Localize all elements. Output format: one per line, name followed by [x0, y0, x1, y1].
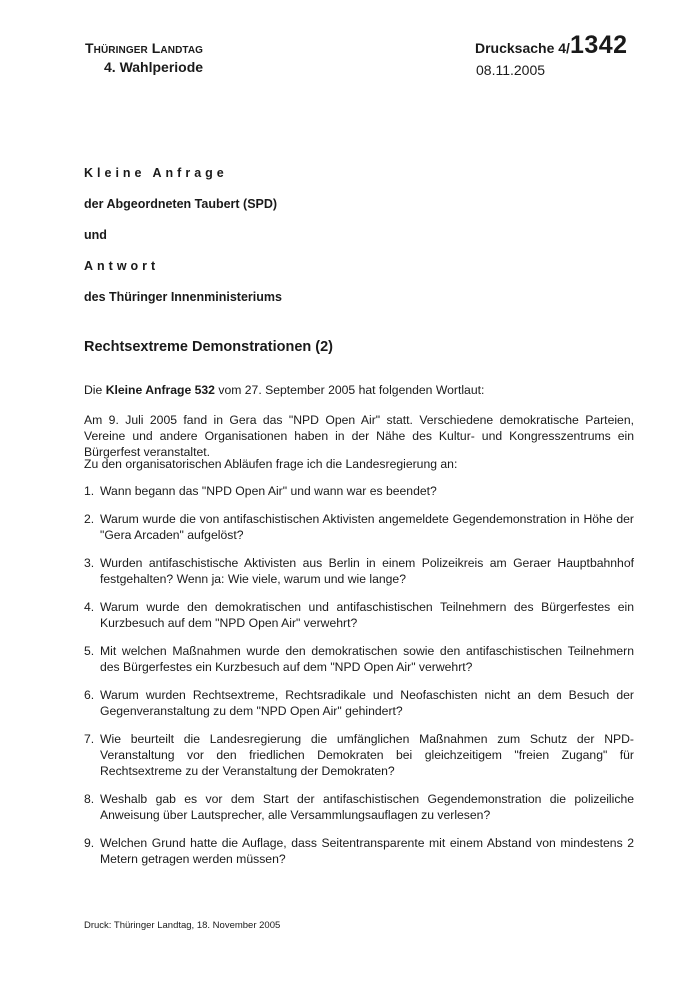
- doc-answer: Antwort: [84, 259, 160, 273]
- question-text: Warum wurde die von antifaschistischen Aktivisten angemeldete Gegendemonstration in Höhe der "Gera Arcaden" aufgelöst?: [100, 512, 634, 542]
- question-text: Wie beurteilt die Landesregierung die umfänglichen Maßnahmen zum Schutz der NPD-Veranstaltung vor den friedlichen Demokraten bei gleichzeitigem "freien Zugang" für Rechtsextreme zu der Veranstaltung der Demokraten?: [100, 732, 634, 778]
- intro-paragraph: [84, 382, 634, 398]
- doc-answer-author: des Thüringer Innenministeriums: [84, 290, 282, 304]
- question-list: [84, 483, 634, 879]
- question-number: 8.: [84, 792, 95, 806]
- body-paragraph-1: Am 9. Juli 2005 fand in Gera das "NPD Open Air" statt. Verschiedene demokratische Parteien, Vereine und andere Organisationen haben in der Nähe des Kultur- und Kongresszentrums ein Bürgerfest veranstaltet.: [84, 413, 634, 459]
- document-date: 08.11.2005: [476, 62, 546, 78]
- list-item: [84, 835, 634, 867]
- parliament-name: Thüringer Landtag: [85, 40, 204, 56]
- drucksache-number: 1342: [569, 31, 628, 59]
- question-number: 4.: [84, 600, 95, 614]
- list-item: [84, 731, 634, 779]
- question-text: Wann begann das "NPD Open Air" und wann war es beendet?: [100, 484, 437, 498]
- legislative-period: 4. Wahlperiode: [104, 59, 204, 75]
- doc-conjunction: und: [84, 228, 107, 242]
- drucksache-label: Drucksache 4/: [475, 40, 570, 56]
- question-text: Welchen Grund hatte die Auflage, dass Seitentransparente mit einem Abstand von mindestens 2 Metern getragen werden müssen?: [100, 836, 634, 866]
- question-text: Wurden antifaschistische Aktivisten aus Berlin in einem Polizeikreis am Geraer Hauptbahnhof festgehalten? Wenn ja: Wie viele, warum und wie lange?: [100, 556, 634, 586]
- body-paragraph-2: Zu den organisatorischen Abläufen frage ich die Landesregierung an:: [84, 457, 458, 471]
- doc-subject: Rechtsextreme Demonstrationen (2): [84, 339, 333, 355]
- list-item: [84, 791, 634, 823]
- list-item: [84, 599, 634, 631]
- question-number: 2.: [84, 512, 95, 526]
- question-text: Mit welchen Maßnahmen wurde den demokratischen sowie den antifaschistischen Teilnehmern des Bürgerfestes ein Kurzbesuch auf dem "NPD Open Air" verwehrt?: [100, 644, 634, 674]
- list-item: [84, 511, 634, 543]
- question-text: Weshalb gab es vor dem Start der antifaschistischen Gegendemonstration die polizeiliche Anweisung über Lautsprecher, alle Versammlungsauflagen zu verlesen?: [100, 792, 634, 822]
- intro-prefix: Die: [84, 383, 106, 397]
- intro-suffix: vom 27. September 2005 hat folgenden Wortlaut:: [214, 383, 485, 397]
- question-number: 6.: [84, 688, 95, 702]
- question-number: 3.: [84, 556, 95, 570]
- question-number: 7.: [84, 732, 95, 746]
- doc-kind: Kleine Anfrage: [84, 166, 228, 180]
- list-item: [84, 555, 634, 587]
- question-text: Warum wurden Rechtsextreme, Rechtsradikale und Neofaschisten nicht an dem Besuch der Gegenveranstaltung zu dem "NPD Open Air" gehindert?: [100, 688, 634, 718]
- question-number: 9.: [84, 836, 95, 850]
- list-item: [84, 687, 634, 719]
- doc-author: der Abgeordneten Taubert (SPD): [84, 197, 278, 211]
- question-number: 5.: [84, 644, 95, 658]
- question-number: 1.: [84, 484, 95, 498]
- list-item: [84, 643, 634, 675]
- intro-bold: Kleine Anfrage 532: [105, 383, 215, 397]
- list-item: [84, 483, 634, 499]
- print-footer: Druck: Thüringer Landtag, 18. November 2005: [84, 920, 281, 931]
- drucksache-line: [475, 31, 628, 60]
- question-text: Warum wurde den demokratischen und antifaschistischen Teilnehmern des Bürgerfestes ein Kurzbesuch auf dem "NPD Open Air" verwehrt?: [100, 600, 634, 630]
